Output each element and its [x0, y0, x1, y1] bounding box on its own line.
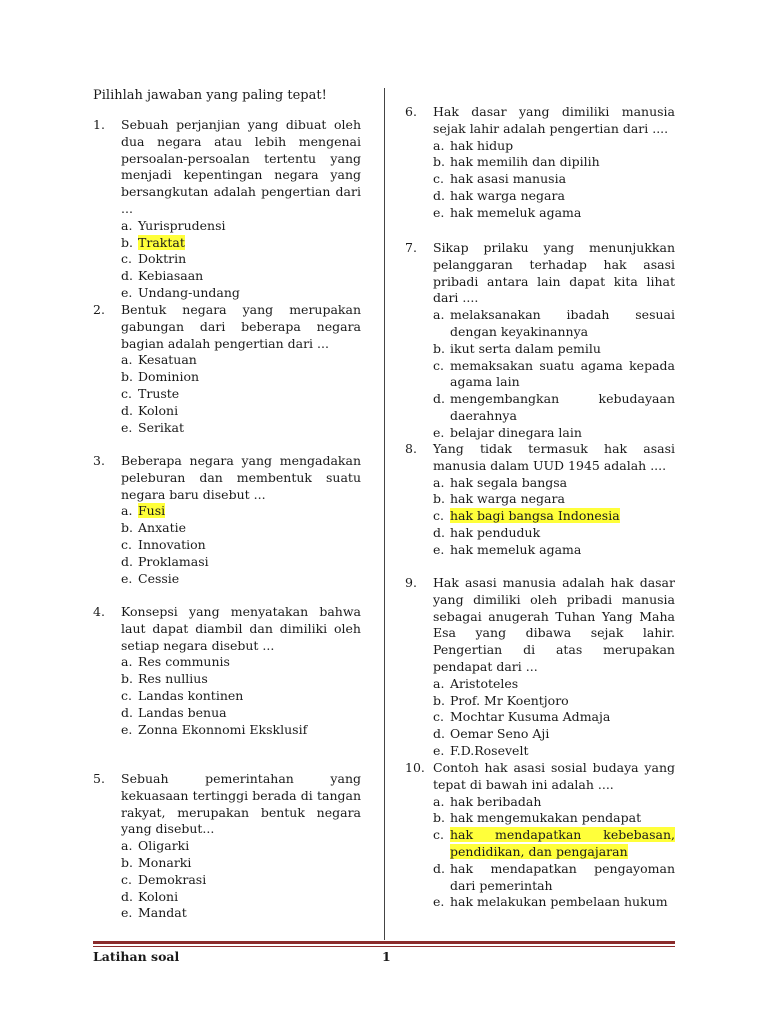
- question-8: [405, 441, 675, 559]
- option-e: [121, 285, 361, 302]
- option-e: [121, 722, 361, 739]
- option-letter: c.: [121, 536, 132, 552]
- question-stem: Sebuah perjanjian yang dibuat oleh dua negara atau lebih mengenai persoalan-persoalan tertentu yang menjadi kepentingan negara yang bersangkutan adalah pengertian dari ...: [121, 117, 361, 216]
- option-letter: c.: [121, 251, 132, 267]
- question-6: [405, 104, 675, 222]
- option-text: Landas kontinen: [138, 687, 244, 703]
- option-letter: d.: [433, 860, 445, 876]
- option-text: Aristoteles: [450, 675, 519, 691]
- option-letter: c.: [433, 508, 444, 524]
- option-text: Zonna Ekonnomi Eksklusif: [138, 721, 308, 737]
- option-text: hak asasi manusia: [450, 171, 567, 187]
- option-letter: e.: [433, 424, 445, 440]
- option-a: [433, 138, 675, 155]
- option-text: Koloni: [138, 402, 179, 418]
- question-10: [405, 760, 675, 911]
- option-a: [433, 676, 675, 693]
- option-letter: e.: [433, 742, 445, 758]
- option-letter: d.: [121, 553, 133, 569]
- option-text: Oligarki: [138, 838, 190, 854]
- option-letter: a.: [121, 217, 133, 233]
- option-letter: e.: [121, 905, 133, 921]
- option-e: [121, 905, 361, 922]
- option-text: belajar dinegara lain: [450, 424, 582, 440]
- option-d: [433, 861, 675, 895]
- option-b: [433, 693, 675, 710]
- option-b: [433, 810, 675, 827]
- option-c: [433, 827, 675, 861]
- option-text: Kebiasaan: [138, 268, 204, 284]
- option-letter: c.: [121, 385, 132, 401]
- option-letter: c.: [121, 687, 132, 703]
- option-d: [121, 403, 361, 420]
- option-list: [93, 654, 361, 738]
- question-number: 2.: [93, 302, 105, 317]
- option-c: [121, 872, 361, 889]
- option-letter: b.: [433, 491, 445, 507]
- option-letter: a.: [121, 838, 133, 854]
- option-a: [121, 838, 361, 855]
- question-stem: Contoh hak asasi sosial budaya yang tepat di bawah ini adalah ....: [433, 760, 675, 792]
- option-text: hak segala bangsa: [450, 474, 568, 490]
- option-letter: a.: [121, 654, 133, 670]
- option-text: Koloni: [138, 888, 179, 904]
- option-d: [433, 391, 675, 425]
- option-letter: e.: [433, 894, 445, 910]
- option-letter: b.: [433, 340, 445, 356]
- option-text-highlighted: Traktat: [138, 234, 185, 250]
- option-text: Doktrin: [138, 251, 187, 267]
- question-stem: Hak asasi manusia adalah hak dasar yang dimiliki oleh pribadi manusia sebagai anugerah Tuhan Yang Maha Esa yang dibawa sejak lahir. Pengertian di atas merupakan pendapat dari ...: [433, 575, 675, 674]
- question-2: [93, 302, 361, 436]
- option-letter: e.: [121, 721, 133, 737]
- option-text-highlighted: Fusi: [138, 503, 166, 519]
- option-text: hak penduduk: [450, 524, 541, 540]
- footer-rule-thin: [93, 946, 675, 947]
- option-text-highlighted: hak mendapatkan kebebasan, pendidikan, dan pengajaran: [450, 827, 675, 859]
- option-c: [121, 386, 361, 403]
- option-letter: b.: [433, 692, 445, 708]
- option-text: Dominion: [138, 369, 200, 385]
- option-text: Anxatie: [138, 520, 186, 536]
- option-list: [93, 503, 361, 587]
- option-letter: a.: [433, 474, 445, 490]
- option-e: [433, 205, 675, 222]
- question-stem: Beberapa negara yang mengadakan peleburan dan membentuk suatu negara baru disebut ...: [121, 453, 361, 502]
- option-text-highlighted: hak bagi bangsa Indonesia: [450, 508, 620, 524]
- question-stem: Sebuah pemerintahan yang kekuasaan tertinggi berada di tangan rakyat, merupakan bentuk negara yang disebut...: [121, 771, 361, 837]
- option-letter: e.: [121, 570, 133, 586]
- option-e: [433, 743, 675, 760]
- option-a: [433, 475, 675, 492]
- option-letter: d.: [433, 524, 445, 540]
- option-d: [433, 525, 675, 542]
- option-letter: b.: [433, 154, 445, 170]
- option-text: hak memeluk agama: [450, 204, 582, 220]
- option-text: Mochtar Kusuma Admaja: [450, 709, 611, 725]
- option-text: hak warga negara: [450, 187, 565, 203]
- option-a: [433, 794, 675, 811]
- page-number: 1: [382, 949, 391, 964]
- option-a: [121, 218, 361, 235]
- option-c: [433, 709, 675, 726]
- option-text: Monarki: [138, 854, 192, 870]
- column-divider: [384, 88, 385, 940]
- option-b: [121, 520, 361, 537]
- option-text: melaksanakan ibadah sesuai dengan keyakinannya: [450, 307, 675, 339]
- option-letter: b.: [121, 369, 133, 385]
- option-c: [121, 251, 361, 268]
- option-b: [433, 491, 675, 508]
- option-c: [433, 171, 675, 188]
- option-letter: c.: [433, 171, 444, 187]
- option-text: Cessie: [138, 570, 180, 586]
- option-text: hak mendapatkan pengayoman dari pemerintah: [450, 860, 675, 893]
- question-number: 7.: [405, 240, 417, 255]
- option-list: [405, 307, 675, 441]
- option-letter: a.: [121, 352, 133, 368]
- question-stem: Hak dasar yang dimiliki manusia sejak lahir adalah pengertian dari ....: [433, 104, 675, 136]
- option-a: [121, 503, 361, 520]
- option-letter: b.: [121, 671, 133, 687]
- option-letter: c.: [433, 357, 444, 373]
- option-letter: d.: [121, 268, 133, 284]
- option-letter: a.: [433, 307, 445, 323]
- option-c: [121, 688, 361, 705]
- option-text: hak memilih dan dipilih: [450, 154, 600, 170]
- option-letter: c.: [433, 827, 444, 843]
- option-c: [433, 508, 675, 525]
- option-letter: e.: [433, 541, 445, 557]
- option-text: Yurisprudensi: [138, 217, 226, 233]
- question-number: 4.: [93, 604, 105, 619]
- option-text: mengembangkan kebudayaan daerahnya: [450, 391, 675, 423]
- option-letter: b.: [121, 854, 133, 870]
- option-letter: e.: [433, 204, 445, 220]
- option-list: [405, 138, 675, 222]
- question-3: [93, 453, 361, 587]
- option-text: Prof. Mr Koentjoro: [450, 692, 569, 708]
- question-5: [93, 771, 361, 922]
- option-text: Demokrasi: [138, 871, 207, 887]
- option-list: [405, 794, 675, 912]
- option-text: Proklamasi: [138, 553, 209, 569]
- question-7: [405, 240, 675, 442]
- instruction: Pilihlah jawaban yang paling tepat!: [93, 88, 327, 103]
- option-e: [433, 894, 675, 911]
- question-number: 6.: [405, 104, 417, 119]
- option-letter: d.: [121, 402, 133, 418]
- question-4: [93, 604, 361, 738]
- option-text: hak beribadah: [450, 793, 542, 809]
- option-b: [433, 154, 675, 171]
- question-number: 9.: [405, 575, 417, 590]
- option-text: Res communis: [138, 654, 230, 670]
- question-9: [405, 575, 675, 760]
- option-letter: a.: [433, 793, 445, 809]
- option-a: [433, 307, 675, 341]
- option-letter: b.: [121, 234, 133, 250]
- option-a: [121, 654, 361, 671]
- option-text: ikut serta dalam pemilu: [450, 340, 601, 356]
- option-letter: b.: [121, 520, 133, 536]
- option-text: Res nullius: [138, 671, 208, 687]
- footer-title: Latihan soal: [93, 949, 180, 964]
- question-stem: Sikap prilaku yang menunjukkan pelanggaran terhadap hak asasi pribadi antara lain dapat kita lihat dari ....: [433, 240, 675, 306]
- option-list: [405, 475, 675, 559]
- option-text: hak hidup: [450, 137, 514, 153]
- option-d: [433, 726, 675, 743]
- option-letter: a.: [121, 503, 133, 519]
- option-e: [433, 425, 675, 442]
- option-d: [121, 268, 361, 285]
- option-list: [405, 676, 675, 760]
- option-d: [121, 889, 361, 906]
- option-text: Mandat: [138, 905, 187, 921]
- option-e: [121, 571, 361, 588]
- option-b: [433, 341, 675, 358]
- option-text: Landas benua: [138, 704, 227, 720]
- question-1: [93, 117, 361, 302]
- option-b: [121, 369, 361, 386]
- question-number: 8.: [405, 441, 417, 456]
- option-letter: d.: [121, 704, 133, 720]
- option-text: Innovation: [138, 536, 206, 552]
- option-text: Serikat: [138, 419, 184, 435]
- option-list: [93, 352, 361, 436]
- option-text: hak mengemukakan pendapat: [450, 810, 642, 826]
- option-list: [93, 838, 361, 922]
- question-number: 1.: [93, 117, 105, 132]
- question-number: 5.: [93, 771, 105, 786]
- option-a: [121, 352, 361, 369]
- option-d: [433, 188, 675, 205]
- option-text: Undang-undang: [138, 284, 240, 300]
- option-letter: b.: [433, 810, 445, 826]
- option-letter: d.: [433, 726, 445, 742]
- option-text: Oemar Seno Aji: [450, 726, 550, 742]
- question-number: 10.: [405, 760, 425, 775]
- option-letter: e.: [121, 419, 133, 435]
- option-d: [121, 554, 361, 571]
- question-stem: Yang tidak termasuk hak asasi manusia dalam UUD 1945 adalah ....: [433, 441, 675, 473]
- option-b: [121, 855, 361, 872]
- option-letter: a.: [433, 675, 445, 691]
- option-d: [121, 705, 361, 722]
- option-letter: a.: [433, 137, 445, 153]
- option-list: [93, 218, 361, 302]
- question-number: 3.: [93, 453, 105, 468]
- question-stem: Bentuk negara yang merupakan gabungan dari beberapa negara bagian adalah pengertian dari ...: [121, 302, 361, 351]
- option-e: [433, 542, 675, 559]
- option-c: [433, 358, 675, 392]
- option-text: hak melakukan pembelaan hukum: [450, 894, 668, 910]
- option-text: F.D.Rosevelt: [450, 742, 529, 758]
- option-text: Truste: [138, 385, 180, 401]
- option-letter: d.: [433, 187, 445, 203]
- footer-rule-thick: [93, 941, 675, 944]
- option-letter: c.: [433, 709, 444, 725]
- option-e: [121, 420, 361, 437]
- option-b: [121, 671, 361, 688]
- option-text: Kesatuan: [138, 352, 197, 368]
- option-letter: d.: [121, 888, 133, 904]
- question-stem: Konsepsi yang menyatakan bahwa laut dapat diambil dan dimiliki oleh setiap negara disebut ...: [121, 604, 361, 653]
- option-text: hak warga negara: [450, 491, 565, 507]
- option-letter: c.: [121, 871, 132, 887]
- option-letter: d.: [433, 391, 445, 407]
- option-text: hak memeluk agama: [450, 541, 582, 557]
- option-b: [121, 235, 361, 252]
- option-letter: e.: [121, 284, 133, 300]
- option-text: memaksakan suatu agama kepada agama lain: [450, 357, 675, 390]
- option-c: [121, 537, 361, 554]
